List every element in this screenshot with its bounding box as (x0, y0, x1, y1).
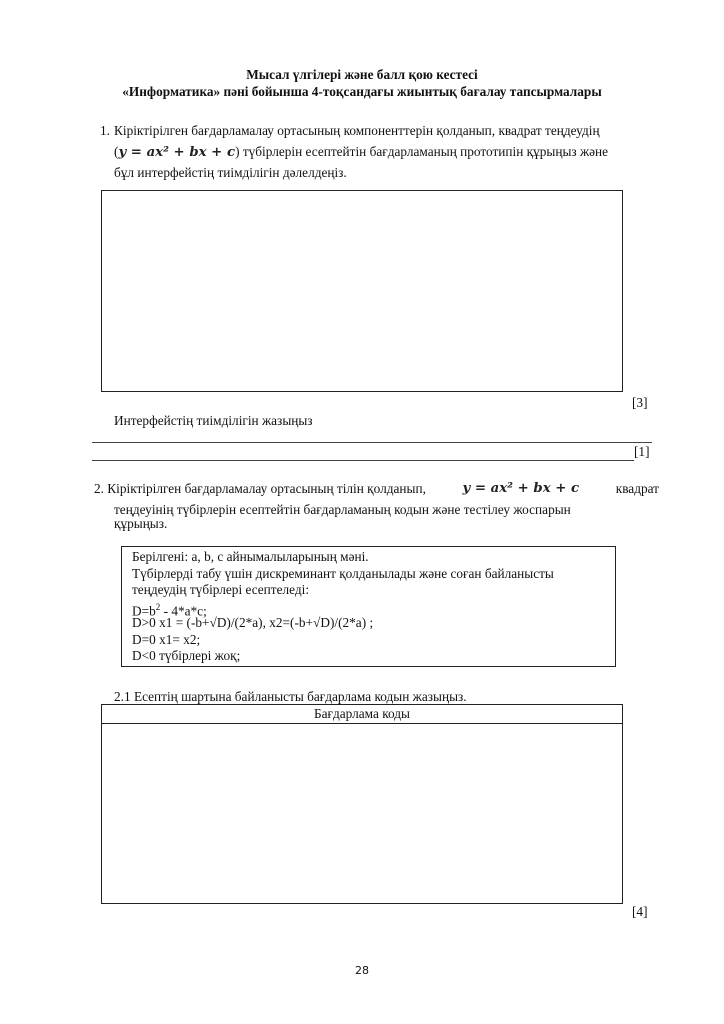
efficiency-answer-line-1[interactable] (92, 442, 652, 443)
discriminant-formula-sup: 2 (155, 602, 161, 612)
page-subtitle: «Информатика» пәні бойынша 4-тоқсандағы жиынтық бағалау тапсырмалары (122, 84, 602, 99)
subtask-2-1: 2.1 Есептің шартына байланысты бағдарлама кодын жазыңыз. (114, 689, 467, 704)
task1-score: [3] (632, 395, 648, 410)
task2-score: [4] (632, 904, 648, 919)
task2-line3: құрыңыз. (114, 516, 168, 531)
task1-line3: бұл интерфейстің тиімділігін дәлелдеңіз. (114, 165, 347, 180)
efficiency-label: Интерфейстің тиімділігін жазыңыз (114, 413, 313, 428)
given-line-6: D=0 x1= x2; (132, 632, 201, 647)
given-line-2: Түбірлерді табу үшін дискреминант қолданылады және соған байланысты (132, 566, 554, 581)
task1-line2 (114, 141, 659, 163)
given-line-5: D>0 x1 = (-b+√D)/(2*a), x2=(-b+√D)/(2*a) ; (132, 615, 374, 630)
task1-answer-box[interactable] (101, 190, 623, 392)
task1-paren: ( (114, 144, 119, 159)
page-title: Мысал үлгілері және балл қою кестесі (246, 67, 478, 82)
given-line-3: теңдеудің түбірлері есептеледі: (132, 582, 310, 597)
efficiency-score: [1] (634, 444, 650, 459)
given-box (121, 546, 616, 667)
task2-line2: теңдеуінің түбірлерін есептейтін бағдарламаның кодын және тестілеу жоспарын (114, 502, 571, 517)
task2-line1-suffix: квадрат (615, 481, 659, 496)
efficiency-answer-line-2[interactable] (92, 460, 634, 461)
task1-line2-rest: ) түбірлерін есептейтін бағдарламаның прототипін құрыңыз және (235, 144, 609, 159)
code-table (101, 704, 623, 904)
task1-number: 1. (100, 123, 110, 138)
task1-formula: y = ax² + bx + c (118, 145, 236, 160)
task2-line1-prefix: 2. Кіріктірілген бағдарламалау ортасының тілін қолданып, (94, 481, 426, 496)
discriminant-formula-part2: - 4*a*c; (160, 603, 207, 619)
discriminant-formula-part1: D=b (132, 603, 156, 619)
code-table-header: Бағдарлама коды (102, 705, 622, 724)
code-answer-area[interactable] (102, 724, 622, 904)
task1-line1: Кіріктірілген бағдарламалау ортасының компоненттерін қолданып, квадрат теңдеудің (114, 123, 600, 138)
given-line-7: D<0 түбірлері жоқ; (132, 648, 241, 663)
given-line-1: Берілгені: a, b, c айнымалыларының мәні. (132, 549, 369, 564)
task2-line1 (94, 478, 659, 499)
task2-formula: y = ax² + bx + c (462, 481, 580, 496)
page-number: 28 (355, 964, 369, 977)
